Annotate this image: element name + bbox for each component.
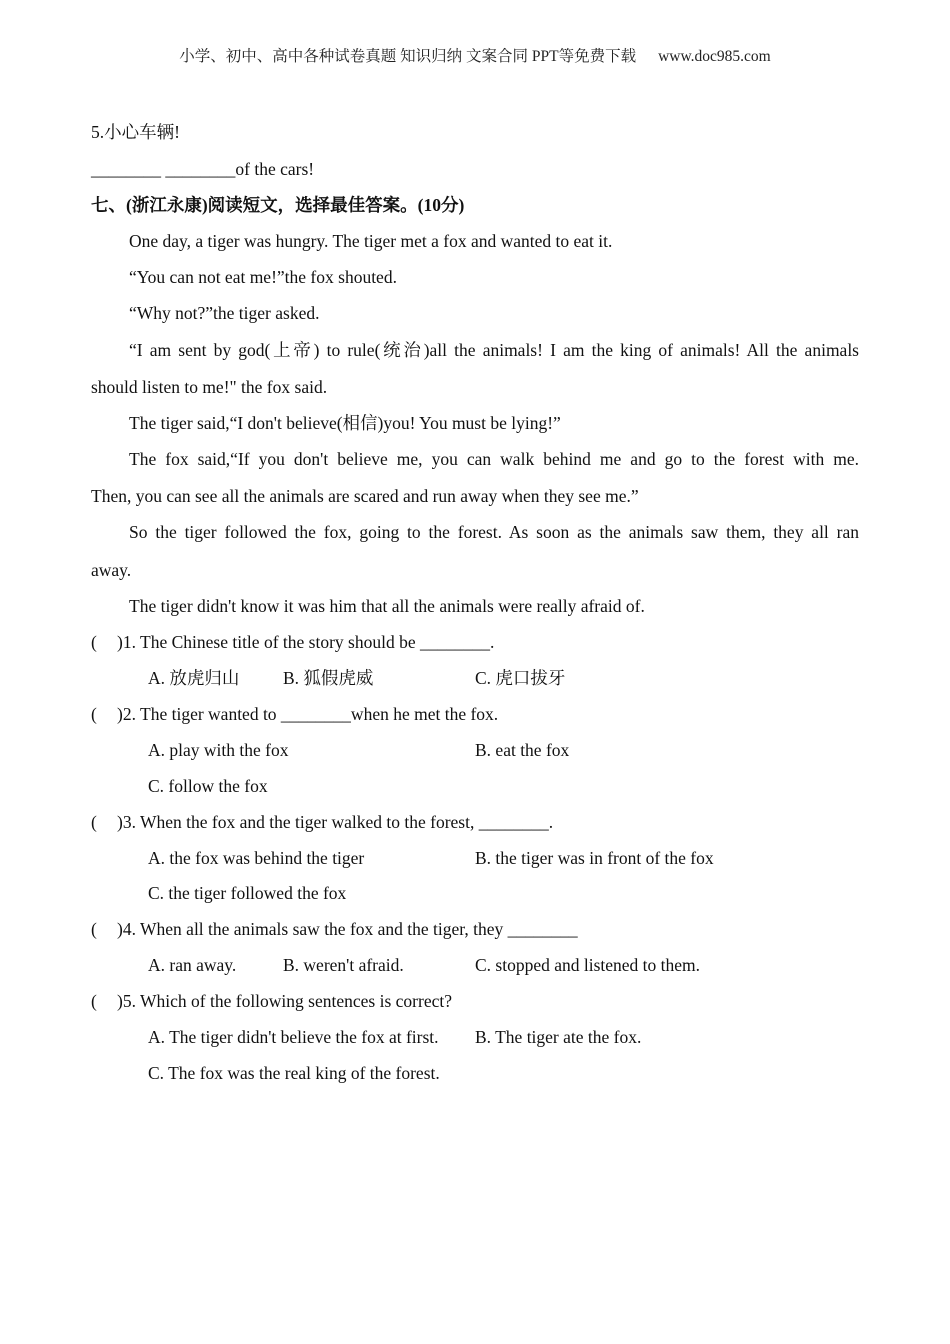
question-text: )3. When the fox and the tiger walked to the forest, ________. (117, 812, 554, 832)
header-site: www.doc985.com (658, 48, 771, 65)
passage-p1: One day, a tiger was hungry. The tiger met a fox and wanted to eat it. (129, 231, 613, 251)
passage-p7a: So the tiger followed the fox, going to the forest. As soon as the animals saw them, they all ran (129, 522, 859, 542)
q5-option-b: B. The tiger ate the fox. (475, 1027, 642, 1047)
passage-p6b: Then, you can see all the animals are scared and run away when they see me.” (91, 486, 639, 506)
q4-option-c: C. stopped and listened to them. (475, 955, 701, 975)
q5-option-a: A. The tiger didn't believe the fox at first. (148, 1027, 439, 1047)
q4-option-b: B. weren't afraid. (283, 955, 404, 975)
answer-paren[interactable]: ( (91, 704, 97, 724)
passage-p3: “Why not?”the tiger asked. (129, 303, 320, 323)
question-3 (91, 811, 553, 833)
question-4 (91, 918, 578, 940)
q1-option-b: B. 狐假虎威 (283, 668, 374, 688)
passage-p8: The tiger didn't know it was him that all the animals were really afraid of. (129, 596, 645, 616)
passage-p6a: The fox said,“If you don't believe me, you can walk behind me and go to the forest with me. (129, 449, 859, 469)
q4-option-a: A. ran away. (148, 955, 237, 975)
passage-p4a: “I am sent by god(上帝) to rule(统治)all the animals! I am the king of animals! All the animals (129, 340, 859, 360)
section-title: 七、(浙江永康)阅读短文，选择最佳答案。(10分) (91, 195, 465, 215)
question-text: )1. The Chinese title of the story should be ________. (117, 632, 495, 652)
page-header (0, 44, 950, 66)
q2-option-c: C. follow the fox (148, 776, 268, 796)
answer-paren[interactable]: ( (91, 632, 97, 652)
header-text: 小学、初中、高中各种试卷真题 知识归纳 文案合同 PPT等免费下载 (179, 48, 637, 65)
question-text: )5. Which of the following sentences is correct? (117, 991, 452, 1011)
question-text: )2. The tiger wanted to ________when he met the fox. (117, 704, 499, 724)
passage-p5: The tiger said,“I don't believe(相信)you! You must be lying!” (129, 413, 561, 433)
question-text: )4. When all the animals saw the fox and the tiger, they ________ (117, 919, 578, 939)
prev-item-5: 5.小心车辆! (91, 122, 180, 142)
question-1 (91, 631, 494, 653)
answer-paren[interactable]: ( (91, 812, 97, 832)
passage-p2: “You can not eat me!”the fox shouted. (129, 267, 397, 287)
question-5 (91, 990, 452, 1012)
passage-p7b: away. (91, 560, 132, 580)
prev-item-5-blank: ________ ________of the cars! (91, 159, 315, 179)
q2-option-b: B. eat the fox (475, 740, 570, 760)
q2-option-a: A. play with the fox (148, 740, 289, 760)
q3-option-c: C. the tiger followed the fox (148, 883, 347, 903)
q1-option-a: A. 放虎归山 (148, 668, 240, 688)
q1-option-c: C. 虎口拔牙 (475, 668, 566, 688)
passage-p4b: should listen to me!" the fox said. (91, 377, 328, 397)
q5-option-c: C. The fox was the real king of the forest. (148, 1063, 440, 1083)
answer-paren[interactable]: ( (91, 991, 97, 1011)
q3-option-b: B. the tiger was in front of the fox (475, 848, 714, 868)
question-2 (91, 703, 498, 725)
answer-paren[interactable]: ( (91, 919, 97, 939)
q3-option-a: A. the fox was behind the tiger (148, 848, 365, 868)
